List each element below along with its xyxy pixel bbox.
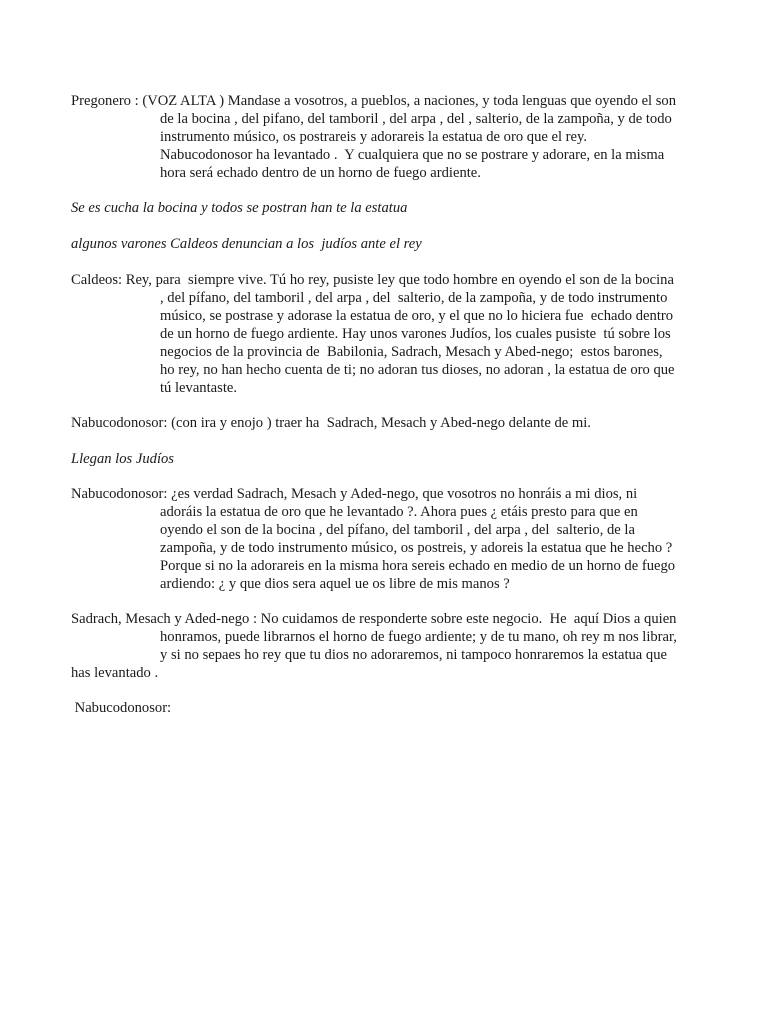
speech-caldeos-line: ho rey, no han hecho cuenta de ti; no adoran tus dioses, no adoran , la estatua de oro que (160, 362, 675, 378)
speech-pregonero-line: hora será echado dentro de un horno de fuego ardiente. (160, 165, 481, 181)
speech-pregonero-line: Nabucodonosor ha levantado . Y cualquiera que no se postrare y adorare, en la misma (160, 147, 665, 163)
stage-direction: algunos varones Caldeos denuncian a los judíos ante el rey (71, 236, 422, 252)
speech-sadrach-line: honramos, puede librarnos el horno de fuego ardiente; y de tu mano, oh rey m nos librar, (160, 629, 677, 645)
speech-caldeos-line: Caldeos: Rey, para siempre vive. Tú ho rey, pusiste ley que todo hombre en oyendo el son de la bocina (71, 272, 674, 288)
speech-sadrach-line: has levantado . (71, 665, 159, 681)
speech-nabucodonosor-line: Nabucodonosor: ¿es verdad Sadrach, Mesach y Aded-nego, que vosotros no honráis a mi dios, ni (71, 486, 638, 502)
speech-sadrach-line: y si no sepaes ho rey que tu dios no adoraremos, ni tampoco honraremos la estatua que (160, 647, 667, 663)
speech-sadrach-line: Sadrach, Mesach y Aded-nego : No cuidamos de responderte sobre este negocio. He aquí Dios a quien (71, 611, 677, 627)
speech-nabucodonosor-line: Nabucodonosor: (con ira y enojo ) traer ha Sadrach, Mesach y Abed-nego delante de mi. (71, 415, 591, 431)
speech-pregonero-line: de la bocina , del pifano, del tamboril , del arpa , del , salterio, de la zampoña, y de todo (160, 111, 672, 127)
speech-caldeos-line: , del pífano, del tamboril , del arpa , del salterio, de la zampoña, y de todo instrumento (160, 290, 668, 306)
speech-nabucodonosor-line: oyendo el son de la bocina , del pífano, del tamboril , del arpa , del salterio, de la (160, 522, 635, 538)
stage-direction: Se es cucha la bocina y todos se postran han te la estatua (71, 200, 408, 216)
speaker-label: Nabucodonosor: (71, 700, 172, 716)
speech-nabucodonosor-line: adoráis la estatua de oro que he levantado ?. Ahora pues ¿ etáis presto para que en (160, 504, 638, 520)
speech-caldeos-line: músico, se postrase y adorase la estatua de oro, y el que no lo hiciera fue echado dentro (160, 308, 674, 324)
speech-caldeos-line: negocios de la provincia de Babilonia, Sadrach, Mesach y Abed-nego; estos barones, (160, 344, 663, 360)
speech-nabucodonosor-line: ardiendo: ¿ y que dios sera aquel ue os libre de mis manos ? (160, 576, 510, 592)
speech-pregonero-line: instrumento músico, os postrareis y adorareis la estatua de oro que el rey. (160, 129, 588, 145)
stage-direction: Llegan los Judíos (71, 451, 174, 467)
speech-caldeos-line: tú levantaste. (160, 380, 237, 396)
speech-nabucodonosor-line: zampoña, y de todo instrumento músico, os postreis, y adoreis la estatua que he hecho ? (160, 540, 673, 556)
speech-nabucodonosor-line: Porque si no la adorareis en la misma hora sereis echado en medio de un horno de fuego (160, 558, 676, 574)
speech-caldeos-line: de un horno de fuego ardiente. Hay unos varones Judíos, los cuales pusiste tú sobre los (160, 326, 671, 342)
speech-pregonero-line: Pregonero : (VOZ ALTA ) Mandase a vosotros, a pueblos, a naciones, y toda lenguas que oyendo el son (71, 93, 677, 109)
